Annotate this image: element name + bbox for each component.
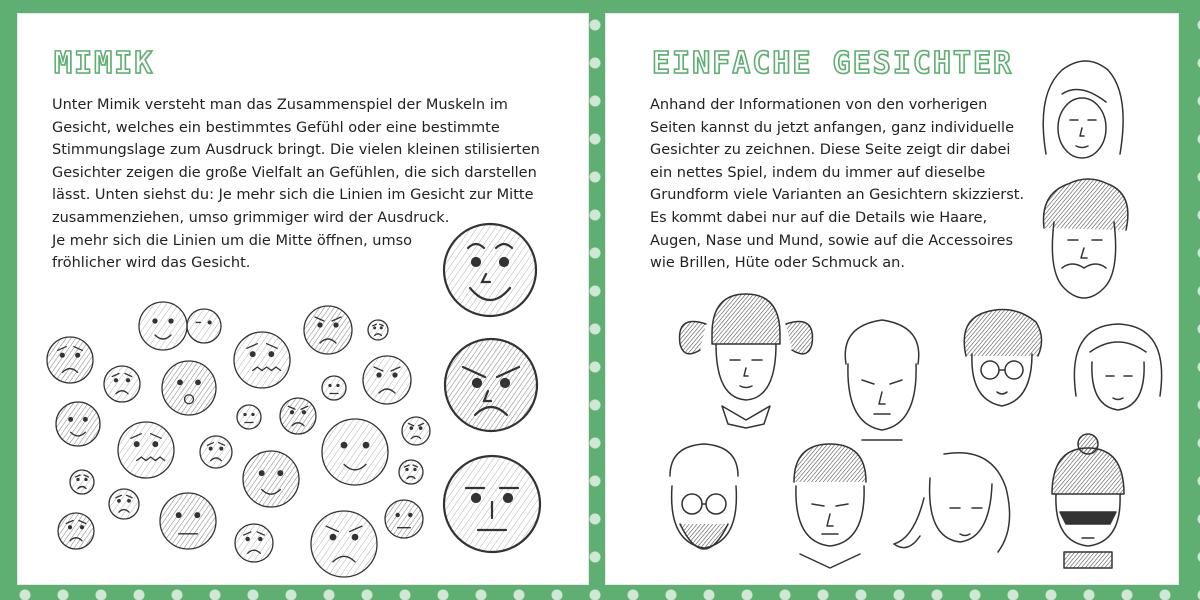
- right-page: [606, 14, 1178, 584]
- worried-face-small: [234, 332, 290, 388]
- happy-face-small: [243, 451, 299, 507]
- sad-face-small: [70, 470, 94, 494]
- woman-face-sketch: [1043, 61, 1123, 158]
- happy-face-large: [444, 224, 536, 316]
- text-line: Augen, Nase und Mund, sowie auf die Accessoires: [650, 232, 1014, 249]
- page-title-mimik: MIMIK: [54, 46, 155, 81]
- pigtail-girl-face-sketch: [680, 294, 813, 428]
- page-title-einfache-gesichter: EINFACHE GESICHTER: [652, 46, 1014, 81]
- text-line: Seiten kannst du jetzt anfangen, ganz individuelle: [650, 119, 1015, 136]
- sad-face-small: [47, 337, 93, 383]
- neutral-face-small: [322, 376, 346, 400]
- wink-face-small: [187, 309, 221, 343]
- neutral-face-large: [444, 456, 540, 552]
- sad-face-small: [104, 366, 140, 402]
- smile-face-small: [322, 419, 388, 485]
- sad-face-small: [399, 460, 423, 484]
- old-man-beard-face-sketch: [670, 444, 738, 549]
- character-faces-illustration: [606, 14, 1178, 584]
- text-line: wie Brillen, Hüte oder Schmuck an.: [650, 255, 905, 272]
- large-emotion-faces: [444, 224, 540, 552]
- emotion-faces-illustration: [18, 14, 588, 584]
- neutral-face-small: [237, 405, 261, 429]
- smile-face-small: [56, 402, 100, 446]
- sad-face-small: [58, 513, 94, 549]
- worried-face-small: [118, 422, 174, 478]
- bob-hair-woman-face-sketch: [1074, 324, 1161, 410]
- angry-face-small: [402, 417, 430, 445]
- text-line: lässt. Unten siehst du: Je mehr sich die Linien im Gesicht zur Mitte: [52, 187, 534, 204]
- angry-face-large: [445, 339, 537, 431]
- text-line: Gesichter zu zeichnen. Diese Seite zeigt dir dabei: [650, 142, 1011, 159]
- text-line: Gesichter zeigen die große Vielfalt an Gefühlen, die sich darstellen: [52, 164, 537, 181]
- neutral-face-small: [160, 493, 216, 549]
- sad-face-small: [200, 436, 232, 468]
- left-page: [18, 14, 588, 584]
- text-line: Grundform viele Varianten an Gesichtern skizzierst.: [650, 187, 1025, 204]
- text-line: ein nettes Spiel, indem du immer auf dieselbe: [650, 164, 986, 181]
- text-line: Stimmungslage zum Ausdruck bringt. Die vielen kleinen stilisierten: [52, 142, 540, 159]
- surprised-face-small: [162, 361, 216, 415]
- sad-face-small: [368, 320, 388, 340]
- sad-face-small: [235, 524, 273, 562]
- text-line: zusammenziehen, umso grimmiger wird der Ausdruck.: [52, 209, 450, 226]
- text-line: Gesicht, welches ein bestimmtes Gefühl oder eine bestimmte: [52, 119, 500, 136]
- smile-face-small: [139, 302, 187, 350]
- angry-face-small: [280, 398, 316, 434]
- glasses-man-face-sketch: [964, 310, 1041, 406]
- text-line: Unter Mimik versteht man das Zusammenspiel der Muskeln im: [52, 97, 508, 113]
- text-line: Anhand der Informationen von den vorherigen: [650, 97, 988, 113]
- long-hair-woman-face-sketch: [894, 453, 1010, 552]
- text-line: Je mehr sich die Linien um die Mitte öffnen, umso: [52, 232, 413, 249]
- collar-man-face-sketch: [794, 444, 866, 568]
- sad-face-small: [109, 489, 139, 519]
- small-emotion-faces: [47, 302, 430, 577]
- boy-face-sketch: [845, 320, 919, 440]
- angry-face-small: [304, 306, 352, 354]
- text-line: Es kommt dabei nur auf die Details wie Haare,: [650, 209, 988, 226]
- neutral-face-small: [385, 500, 423, 538]
- mustache-man-face-sketch: [1044, 179, 1128, 298]
- text-line: fröhlicher wird das Gesicht.: [52, 255, 251, 272]
- angry-face-small: [363, 356, 411, 404]
- beanie-sunglasses-face-sketch: [1052, 434, 1124, 568]
- angry-face-small: [311, 511, 377, 577]
